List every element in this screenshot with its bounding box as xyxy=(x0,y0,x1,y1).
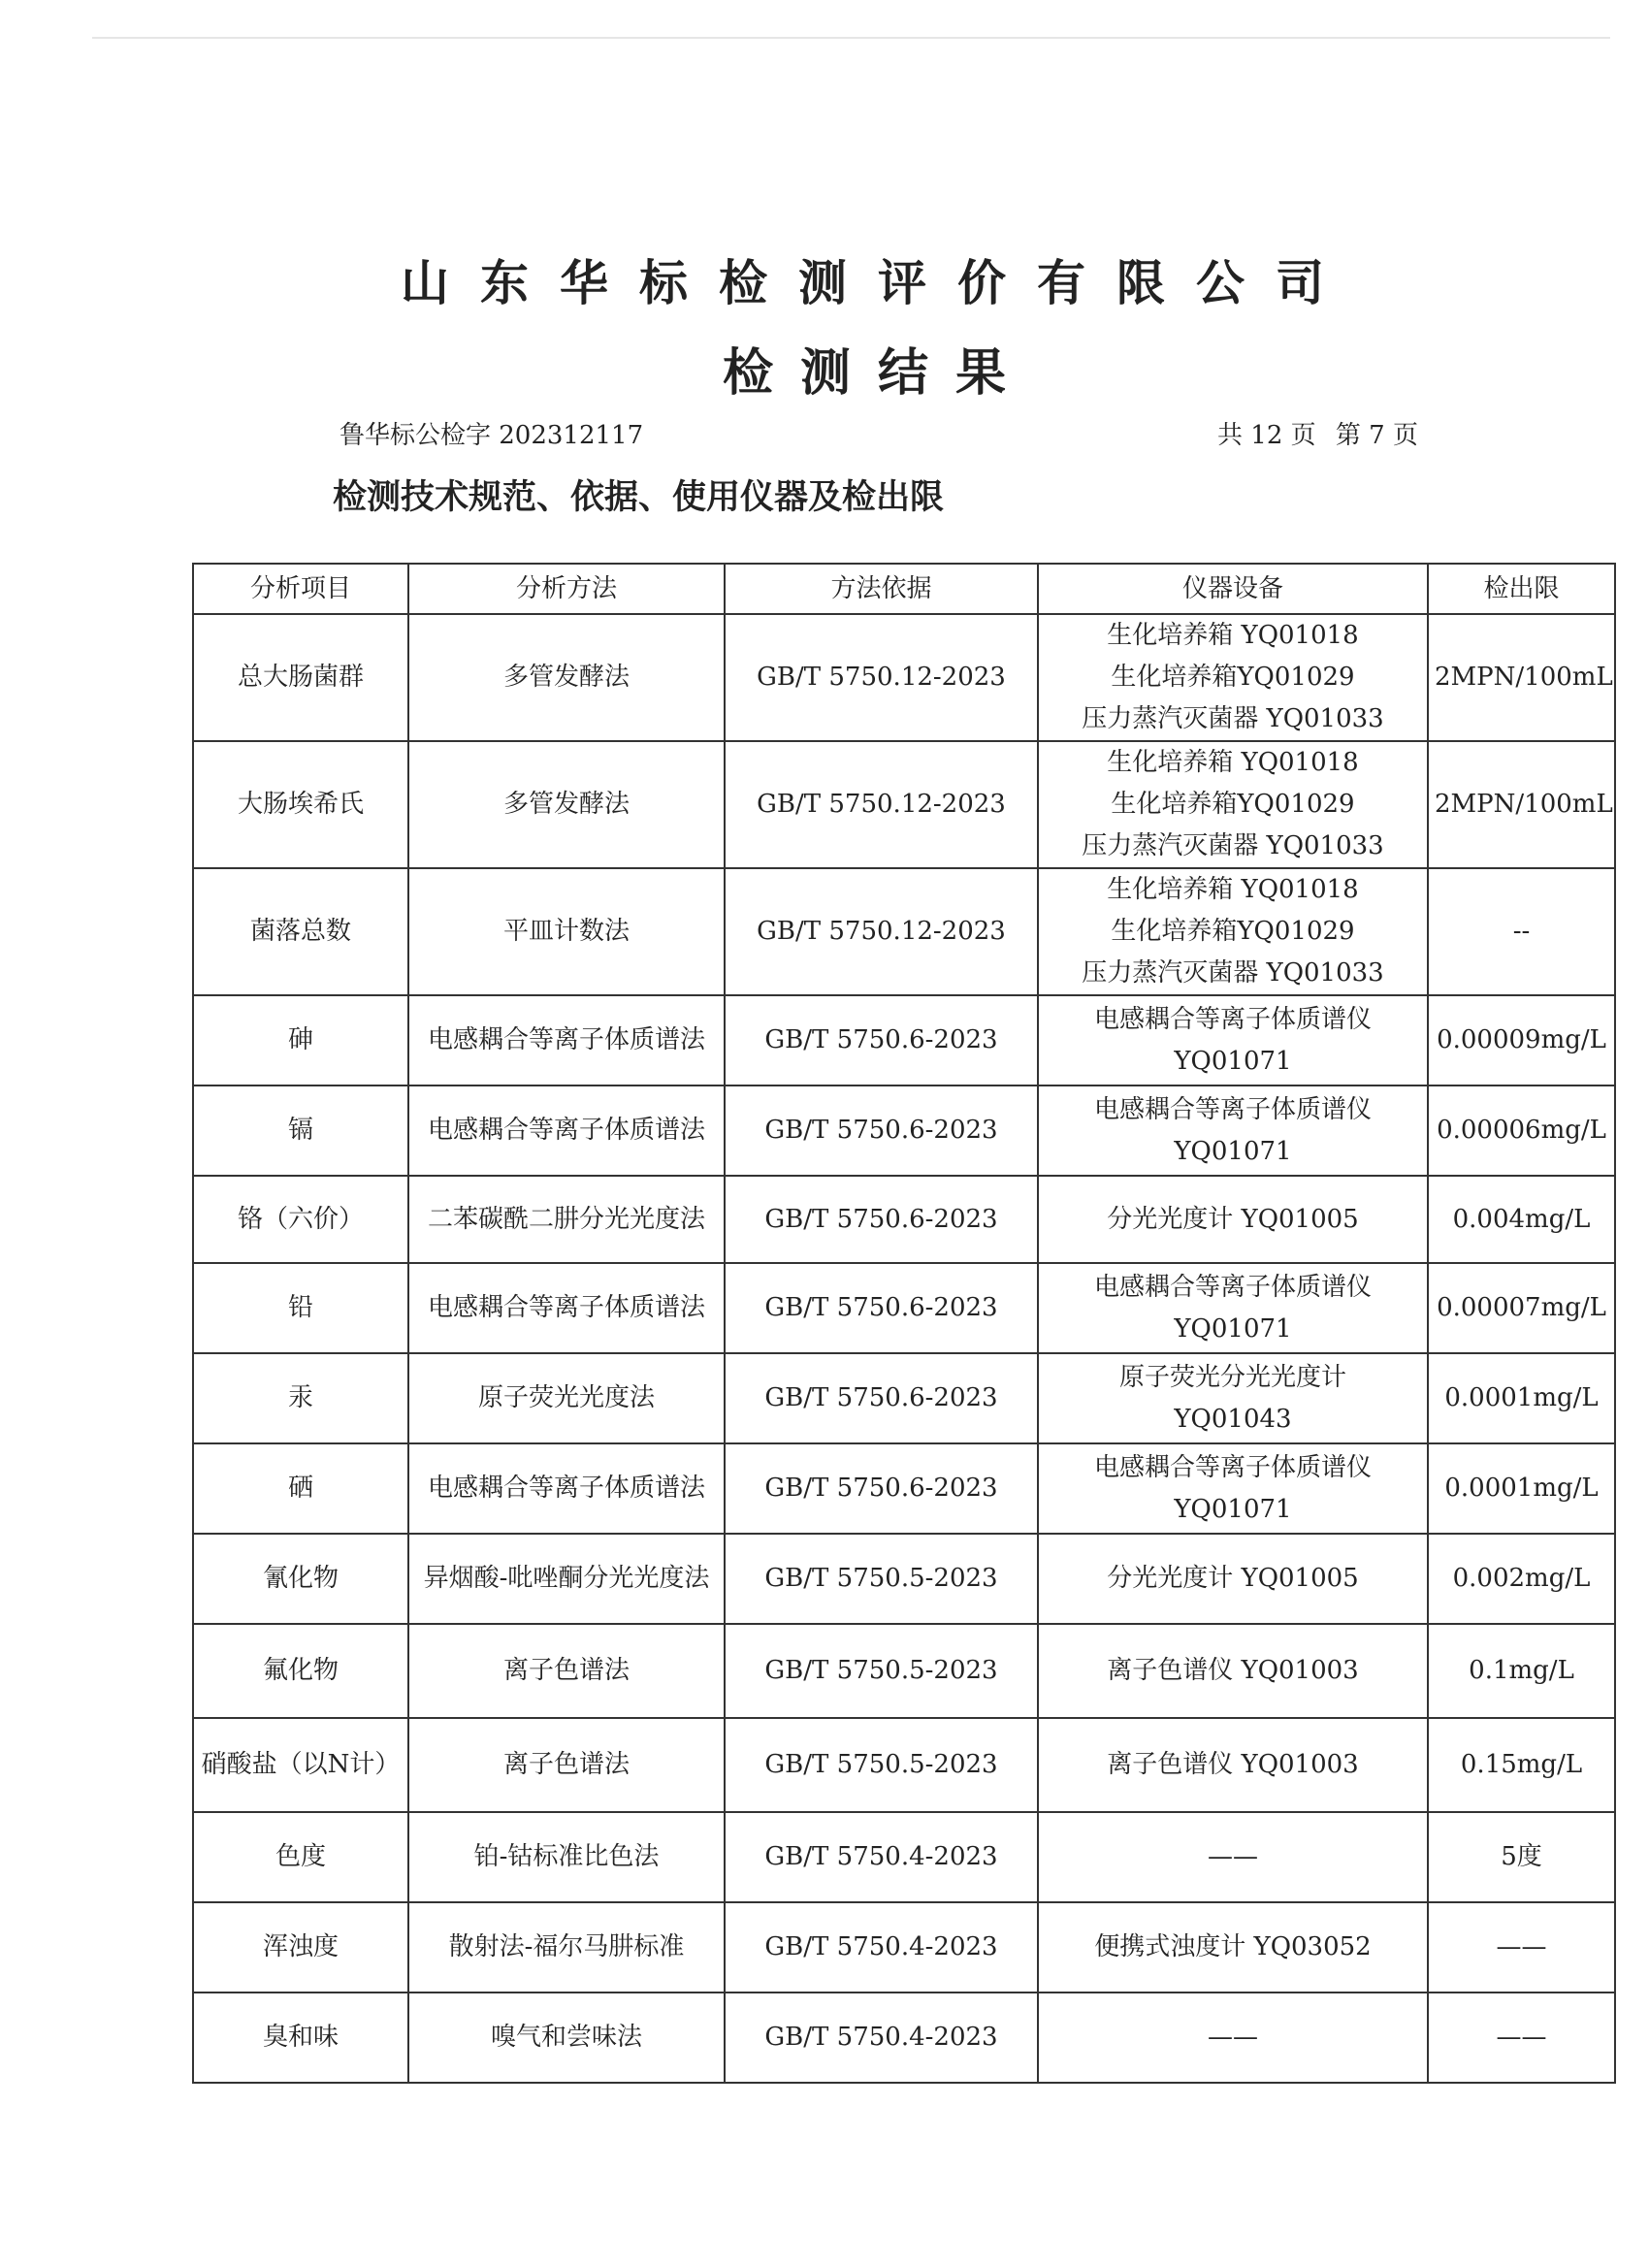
cell-limit: 0.00006mg/L xyxy=(1428,1085,1615,1176)
equipment-line: 分光光度计 YQ01005 xyxy=(1107,1564,1359,1593)
cell-equipment xyxy=(1038,868,1428,995)
equipment-line: 电感耦合等离子体质谱仪 xyxy=(1093,1004,1372,1034)
cell-item: 臭和味 xyxy=(193,1993,408,2083)
equipment-line: 压力蒸汽灭菌器 YQ01033 xyxy=(1082,704,1384,733)
cell-equipment xyxy=(1038,614,1428,741)
cell-equipment xyxy=(1038,741,1428,868)
cell-basis: GB/T 5750.6-2023 xyxy=(725,1443,1038,1534)
equipment-line: 便携式浊度计 YQ03052 xyxy=(1094,1932,1372,1961)
cell-basis: GB/T 5750.12-2023 xyxy=(725,741,1038,868)
cell-item: 砷 xyxy=(193,995,408,1085)
equipment-line: 压力蒸汽灭菌器 YQ01033 xyxy=(1082,831,1384,860)
equipment-line: 生化培养箱YQ01029 xyxy=(1111,663,1355,692)
equipment-line: YQ01071 xyxy=(1174,1313,1292,1344)
results-table-container xyxy=(192,563,1614,2084)
cell-limit: 5度 xyxy=(1428,1812,1615,1902)
cell-equipment xyxy=(1038,1812,1428,1902)
table-row xyxy=(193,1534,1615,1624)
cell-method: 平皿计数法 xyxy=(408,868,725,995)
table-body xyxy=(193,614,1615,2083)
table-row xyxy=(193,1085,1615,1176)
equipment-line: YQ01071 xyxy=(1174,1494,1292,1524)
equipment-line: —— xyxy=(1208,2023,1258,2052)
cell-item: 铅 xyxy=(193,1263,408,1353)
cell-limit: 0.00009mg/L xyxy=(1428,995,1615,1085)
column-header: 分析方法 xyxy=(408,564,725,614)
report-title: 检测结果 xyxy=(722,343,1033,403)
cell-basis: GB/T 5750.5-2023 xyxy=(725,1624,1038,1718)
equipment-line: YQ01043 xyxy=(1174,1404,1292,1434)
cell-basis: GB/T 5750.6-2023 xyxy=(725,1263,1038,1353)
table-row xyxy=(193,1993,1615,2083)
cell-limit: —— xyxy=(1428,1902,1615,1993)
equipment-line: 电感耦合等离子体质谱仪 xyxy=(1093,1272,1372,1302)
cell-item: 总大肠菌群 xyxy=(193,614,408,741)
company-name: 山东华标检测评价有限公司 xyxy=(401,254,1355,311)
cell-item: 硝酸盐（以N计） xyxy=(193,1718,408,1812)
cell-method: 散射法-福尔马肼标准 xyxy=(408,1902,725,1993)
cell-basis: GB/T 5750.5-2023 xyxy=(725,1534,1038,1624)
cell-equipment xyxy=(1038,1993,1428,2083)
cell-equipment xyxy=(1038,1085,1428,1176)
equipment-line: 离子色谱仪 YQ01003 xyxy=(1107,1750,1359,1779)
cell-equipment xyxy=(1038,995,1428,1085)
cell-equipment xyxy=(1038,1902,1428,1993)
column-header: 方法依据 xyxy=(725,564,1038,614)
cell-limit: 0.002mg/L xyxy=(1428,1534,1615,1624)
cell-limit: 2MPN/100mL xyxy=(1428,741,1615,868)
cell-basis: GB/T 5750.6-2023 xyxy=(725,995,1038,1085)
equipment-line: 生化培养箱 YQ01018 xyxy=(1107,875,1359,904)
column-header: 检出限 xyxy=(1428,564,1615,614)
cell-method: 多管发酵法 xyxy=(408,614,725,741)
cell-limit: 0.1mg/L xyxy=(1428,1624,1615,1718)
cell-method: 原子荧光光度法 xyxy=(408,1353,725,1443)
table-row xyxy=(193,1353,1615,1443)
cell-method: 异烟酸-吡唑酮分光光度法 xyxy=(408,1534,725,1624)
cell-item: 汞 xyxy=(193,1353,408,1443)
cell-item: 色度 xyxy=(193,1812,408,1902)
current-page: 第 7 页 xyxy=(1335,421,1418,450)
table-header-row xyxy=(193,564,1615,614)
total-pages: 共 12 页 xyxy=(1217,421,1316,450)
table-row xyxy=(193,1263,1615,1353)
equipment-line: YQ01071 xyxy=(1174,1046,1292,1076)
table-row xyxy=(193,1176,1615,1263)
document-number: 鲁华标公检字 202312117 xyxy=(340,421,644,450)
equipment-line: 生化培养箱 YQ01018 xyxy=(1107,748,1359,777)
cell-basis: GB/T 5750.4-2023 xyxy=(725,1812,1038,1902)
cell-basis: GB/T 5750.5-2023 xyxy=(725,1718,1038,1812)
cell-equipment xyxy=(1038,1443,1428,1534)
cell-basis: GB/T 5750.4-2023 xyxy=(725,1993,1038,2083)
cell-limit: 0.15mg/L xyxy=(1428,1718,1615,1812)
cell-limit: 0.00007mg/L xyxy=(1428,1263,1615,1353)
cell-method: 电感耦合等离子体质谱法 xyxy=(408,1263,725,1353)
table-row xyxy=(193,614,1615,741)
cell-method: 离子色谱法 xyxy=(408,1718,725,1812)
scan-top-edge xyxy=(92,37,1610,39)
cell-limit: 0.004mg/L xyxy=(1428,1176,1615,1263)
cell-method: 电感耦合等离子体质谱法 xyxy=(408,995,725,1085)
equipment-line: 分光光度计 YQ01005 xyxy=(1107,1204,1359,1234)
page-info xyxy=(1212,415,1424,451)
table-row xyxy=(193,1902,1615,1993)
cell-limit: 0.0001mg/L xyxy=(1428,1353,1615,1443)
cell-equipment xyxy=(1038,1176,1428,1263)
cell-method: 二苯碳酰二肼分光光度法 xyxy=(408,1176,725,1263)
table-row xyxy=(193,868,1615,995)
column-header: 仪器设备 xyxy=(1038,564,1428,614)
cell-limit: 0.0001mg/L xyxy=(1428,1443,1615,1534)
equipment-line: 电感耦合等离子体质谱仪 xyxy=(1093,1452,1372,1482)
cell-method: 电感耦合等离子体质谱法 xyxy=(408,1443,725,1534)
table-row xyxy=(193,995,1615,1085)
table-row xyxy=(193,741,1615,868)
cell-method: 离子色谱法 xyxy=(408,1624,725,1718)
cell-basis: GB/T 5750.6-2023 xyxy=(725,1353,1038,1443)
cell-method: 铂-钴标准比色法 xyxy=(408,1812,725,1902)
equipment-line: 原子荧光分光光度计 xyxy=(1118,1362,1346,1392)
cell-method: 多管发酵法 xyxy=(408,741,725,868)
cell-limit: 2MPN/100mL xyxy=(1428,614,1615,741)
cell-item: 铬（六价） xyxy=(193,1176,408,1263)
cell-item: 浑浊度 xyxy=(193,1902,408,1993)
equipment-line: 压力蒸汽灭菌器 YQ01033 xyxy=(1082,958,1384,988)
results-table xyxy=(192,563,1616,2084)
cell-basis: GB/T 5750.6-2023 xyxy=(725,1085,1038,1176)
cell-limit: -- xyxy=(1428,868,1615,995)
cell-item: 镉 xyxy=(193,1085,408,1176)
equipment-line: —— xyxy=(1208,1842,1258,1871)
column-header: 分析项目 xyxy=(193,564,408,614)
equipment-line: 生化培养箱 YQ01018 xyxy=(1107,621,1359,650)
cell-item: 氰化物 xyxy=(193,1534,408,1624)
table-row xyxy=(193,1812,1615,1902)
cell-equipment xyxy=(1038,1624,1428,1718)
cell-basis: GB/T 5750.12-2023 xyxy=(725,868,1038,995)
cell-item: 硒 xyxy=(193,1443,408,1534)
cell-basis: GB/T 5750.6-2023 xyxy=(725,1176,1038,1263)
cell-equipment xyxy=(1038,1718,1428,1812)
equipment-line: 电感耦合等离子体质谱仪 xyxy=(1093,1094,1372,1124)
section-title: 检测技术规范、依据、使用仪器及检出限 xyxy=(333,478,945,517)
cell-basis: GB/T 5750.12-2023 xyxy=(725,614,1038,741)
equipment-line: 生化培养箱YQ01029 xyxy=(1111,917,1355,946)
cell-equipment xyxy=(1038,1353,1428,1443)
table-row xyxy=(193,1443,1615,1534)
cell-method: 嗅气和尝味法 xyxy=(408,1993,725,2083)
cell-item: 氟化物 xyxy=(193,1624,408,1718)
cell-equipment xyxy=(1038,1534,1428,1624)
cell-item: 菌落总数 xyxy=(193,868,408,995)
equipment-line: YQ01071 xyxy=(1174,1136,1292,1166)
cell-limit: —— xyxy=(1428,1993,1615,2083)
equipment-line: 离子色谱仪 YQ01003 xyxy=(1107,1656,1359,1685)
equipment-line: 生化培养箱YQ01029 xyxy=(1111,790,1355,819)
cell-basis: GB/T 5750.4-2023 xyxy=(725,1902,1038,1993)
cell-item: 大肠埃希氏 xyxy=(193,741,408,868)
cell-equipment xyxy=(1038,1263,1428,1353)
cell-method: 电感耦合等离子体质谱法 xyxy=(408,1085,725,1176)
table-row xyxy=(193,1624,1615,1718)
table-row xyxy=(193,1718,1615,1812)
